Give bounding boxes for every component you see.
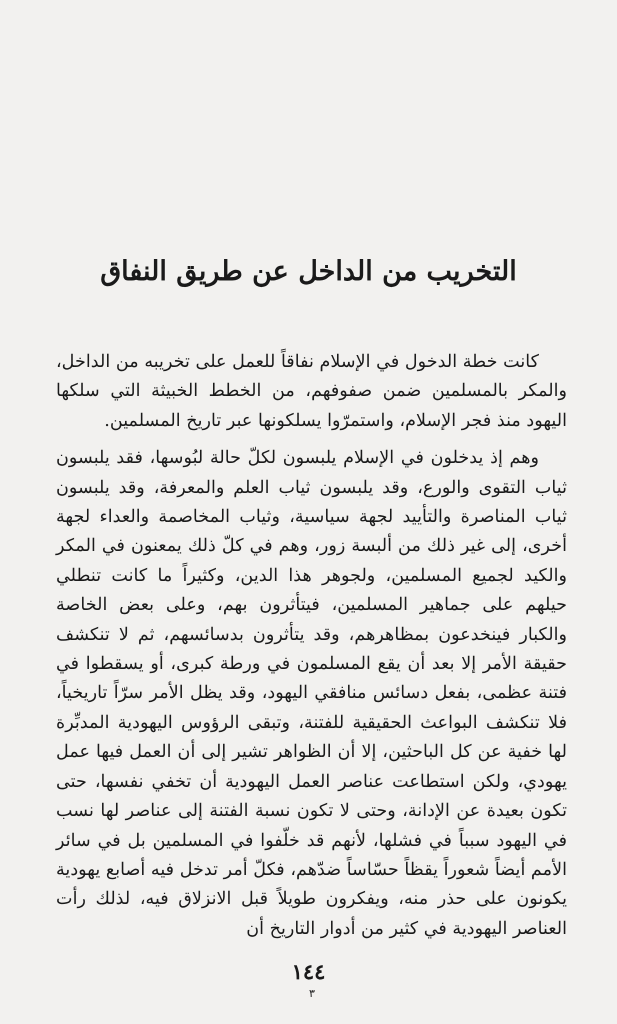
section-title: التخريب من الداخل عن طريق النفاق — [100, 256, 517, 287]
bottom-mark: ٣ — [309, 987, 315, 1000]
paragraph-2: وهم إذ يدخلون في الإسلام يلبسون لكلّ حالة لبُوسها، فقد يلبسون ثياب التقوى والورع، وقد يلبسون ثياب العلم والمعرفة، وقد يلبسون ثياب المناصرة والتأييد لجهة سياسية، وثياب المخاصمة والعداء لجهة أخرى، إلى غير ذلك من ألبسة زور، وهم في كلّ ذلك يمعنون في المكر والكيد لجميع المسلمين، ولجوهر هذا الدين، وكثيراً ما كانت تنطلي حيلهم على جماهير المسلمين، فيتأثرون بهم، وعلى بعض الخاصة والكبار فينخدعون بمظاهرهم، وقد يتأثرون بدسائسهم، ثم لا تنكشف حقيقة الأمر إلا بعد أن يقع المسلمون في ورطة كبرى، أو يسقطوا في فتنة عظمى، بفعل دسائس منافقي اليهود، وقد يظل الأمر سرّاً تاريخياً، فلا تنكشف البواعث الحقيقية للفتنة، وتبقى الرؤوس اليهودية المدبِّرة لها خفية عن كل الباحثين، إلا أن الظواهر تشير إلى أن العمل فيها عمل يهودي، ولكن استطاعت عناصر العمل اليهودية أن تخفي نفسها، حتى تكون بعيدة عن الإدانة، وحتى لا تكون نسبة الفتنة إلى عناصر لها نسب في اليهود سبباً في فشلها، لأنهم قد خلّفوا في المسلمين بل في سائر الأمم أيضاً شعوراً يقظاً حسّاساً ضدّهم، فكلّ أمر تدخل فيه أصابع يهودية يكونون على حذر منه، ويفكرون طويلاً قبل الانزلاق فيه، لذلك رأت العناصر اليهودية في كثير من أدوار التاريخ أن — [56, 448, 567, 939]
body-text — [56, 348, 567, 944]
page-number: ١٤٤ — [291, 959, 326, 984]
paragraph-1: كانت خطة الدخول في الإسلام نفاقاً للعمل على تخريبه من الداخل، والمكر بالمسلمين ضمن صفوفهم، من الخطط الخبيثة التي سلكها اليهود منذ فجر الإسلام، واستمرّوا يسلكونها عبر تاريخ المسلمين. — [56, 352, 567, 431]
